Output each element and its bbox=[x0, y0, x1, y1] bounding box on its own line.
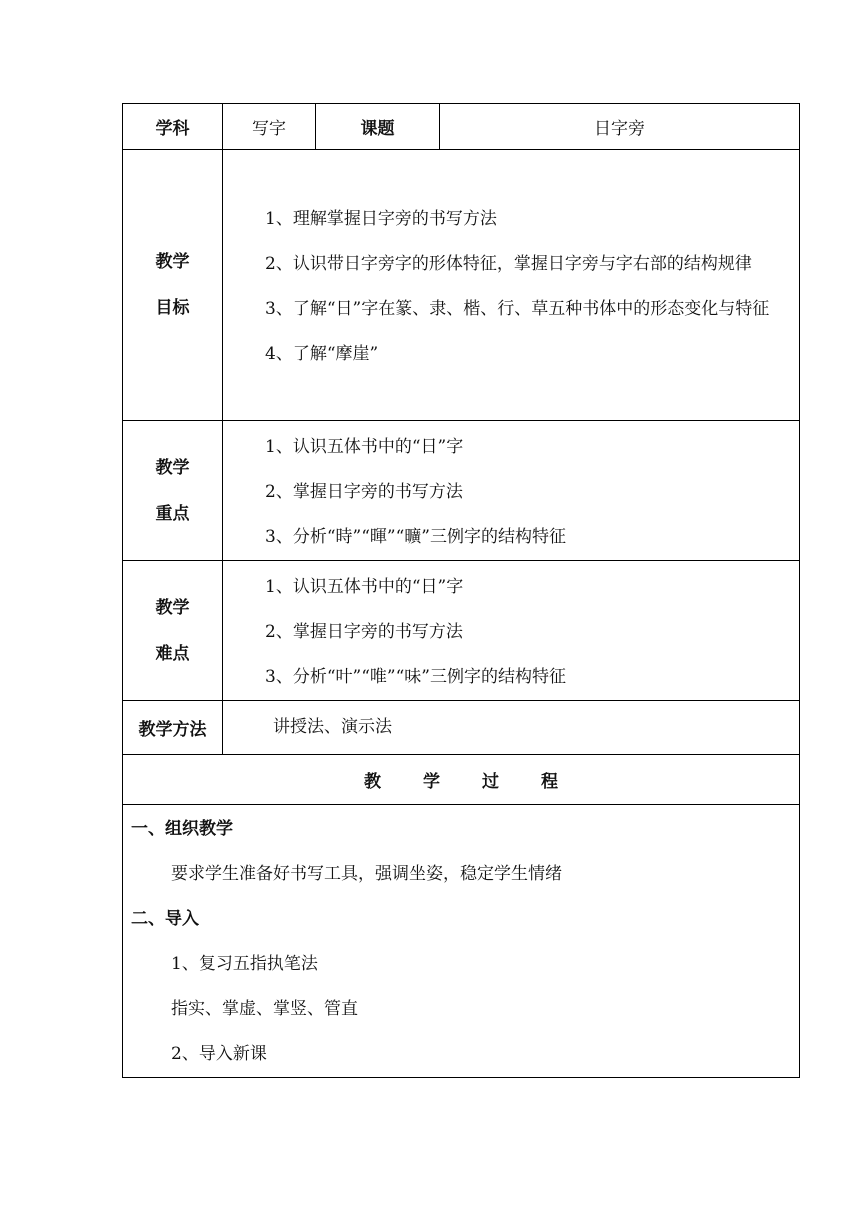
methods-content bbox=[223, 701, 800, 755]
section-text: 2、导入新课 bbox=[171, 1044, 267, 1064]
section-heading: 二、导入 bbox=[131, 909, 199, 929]
goals-row bbox=[123, 150, 800, 421]
difficulty-item: 2、掌握日字旁的书写方法 bbox=[265, 622, 463, 642]
goal-item: 1、理解掌握日字旁的书写方法 bbox=[265, 209, 497, 229]
process-title-row bbox=[123, 755, 800, 805]
section-text: 要求学生准备好书写工具，强调坐姿，稳定学生情绪 bbox=[171, 864, 562, 884]
goal-item: 2、认识带日字旁字的形体特征，掌握日字旁与字右部的结构规律 bbox=[265, 254, 752, 274]
goals-label: 教学 目标 bbox=[123, 150, 223, 421]
subject-label: 学科 bbox=[123, 104, 223, 150]
difficulty-item: 3、分析“叶”“唯”“味”三例字的结构特征 bbox=[265, 667, 566, 687]
section-heading: 一、组织教学 bbox=[131, 819, 233, 839]
goals-content bbox=[223, 150, 800, 421]
process-body bbox=[123, 805, 800, 1078]
topic-label: 课题 bbox=[316, 104, 440, 150]
process-title: 教学过程 bbox=[123, 755, 800, 805]
key-point-item: 2、掌握日字旁的书写方法 bbox=[265, 482, 463, 502]
difficulty-item: 1、认识五体书中的“日”字 bbox=[265, 577, 464, 597]
section-text: 1、复习五指执笔法 bbox=[171, 954, 318, 974]
key-points-content bbox=[223, 421, 800, 561]
key-point-item: 3、分析“時”“暉”“曠”三例字的结构特征 bbox=[265, 527, 566, 547]
key-points-label: 教学 重点 bbox=[123, 421, 223, 561]
key-point-item: 1、认识五体书中的“日”字 bbox=[265, 437, 464, 457]
key-points-row bbox=[123, 421, 800, 561]
process-body-row bbox=[123, 805, 800, 1078]
difficulties-label: 教学 难点 bbox=[123, 561, 223, 701]
methods-row bbox=[123, 701, 800, 755]
subject-value: 写字 bbox=[223, 104, 316, 150]
goal-item: 3、了解“日”字在篆、隶、楷、行、草五种书体中的形态变化与特征 bbox=[265, 299, 770, 319]
section-text: 指实、掌虚、掌竖、管直 bbox=[171, 999, 358, 1019]
difficulties-row bbox=[123, 561, 800, 701]
lesson-plan-table bbox=[122, 103, 800, 1078]
methods-value: 讲授法、演示法 bbox=[273, 717, 392, 737]
difficulties-content bbox=[223, 561, 800, 701]
goal-item: 4、了解“摩崖” bbox=[265, 344, 379, 364]
topic-value: 日字旁 bbox=[440, 104, 800, 150]
methods-label: 教学方法 bbox=[123, 701, 223, 755]
header-row bbox=[123, 104, 800, 150]
